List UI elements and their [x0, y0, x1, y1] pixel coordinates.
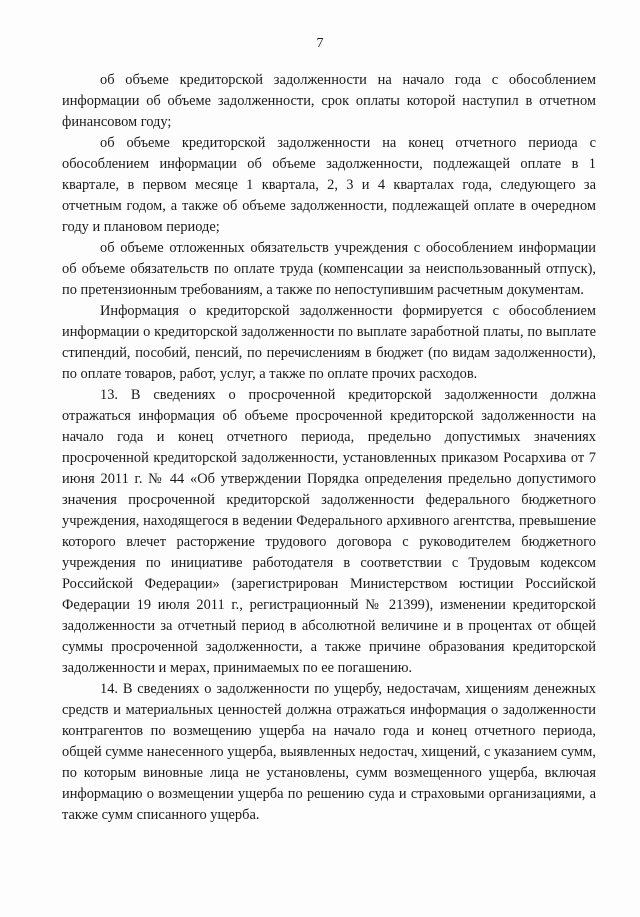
paragraph-creditor-info: Информация о кредиторской задолженности формируется с обособлением информации о кредиторской задолженности по выплате заработной платы, по выплате стипендий, пособий, пенсий, по перечислениям в бюджет (по видам задолженности), по оплате товаров, работ, услуг, а также по оплате прочих расходов.	[62, 303, 596, 382]
paragraph-creditor-debt-start: об объеме кредиторской задолженности на начало года с обособлением информации об объеме задолженности, срок оплаты которой наступил в отчетном финансовом году;	[62, 72, 596, 130]
paragraph-creditor-debt-end: об объеме кредиторской задолженности на конец отчетного периода с обособлением информации об объеме задолженности, подлежащей оплате в 1 квартале, в первом месяце 1 квартала, 2, 3 и 4 кварталах года, следующего за отчетным годом, а также об объеме задолженности, подлежащей оплате в очередном году и плановом периоде;	[62, 135, 596, 235]
paragraph-section-13: 13. В сведениях о просроченной кредиторской задолженности должна отражаться информация об объеме просроченной кредиторской задолженности на начало года и конец отчетного периода, предельно допустимых значениях просроченной кредиторской задолженности, установленных приказом Росархива от 7 июня 2011 г. № 44 «Об утверждении Порядка определения предельно допустимого значения просроченной кредиторской задолженности федерального бюджетного учреждения, находящегося в ведении Федерального архивного агентства, превышение которого влечет расторжение трудового договора с руководителем бюджетного учреждения по инициативе работодателя в соответствии с Трудовым кодексом Российской Федерации» (зарегистрирован Министерством юстиции Российской Федерации 19 июля 2011 г., регистрационный № 21399), изменении кредиторской задолженности за отчетный период в абсолютной величине и в процентах от общей суммы просроченной задолженности, а также причине образования кредиторской задолженности и мерах, принимаемых по ее погашению.	[62, 387, 596, 676]
paragraph-section-14: 14. В сведениях о задолженности по ущербу, недостачам, хищениям денежных средств и материальных ценностей должна отражаться информация о задолженности контрагентов по возмещению ущерба на начало года и конец отчетного периода, общей сумме нанесенного ущерба, выявленных недостач, хищений, с указанием сумм, по которым виновные лица не установлены, сумм возмещенного ущерба, включая информацию о возмещении ущерба по решению суда и страховыми организациями, а также сумм списанного ущерба.	[62, 681, 596, 823]
paragraph-deferred-obligations: об объеме отложенных обязательств учреждения с обособлением информации об объеме обязательств по оплате труда (компенсации за неиспользованный отпуск), по претензионным требованиям, а также по непоступившим расчетным документам.	[62, 240, 596, 298]
document-body	[62, 70, 596, 826]
page-number: 7	[316, 36, 324, 51]
